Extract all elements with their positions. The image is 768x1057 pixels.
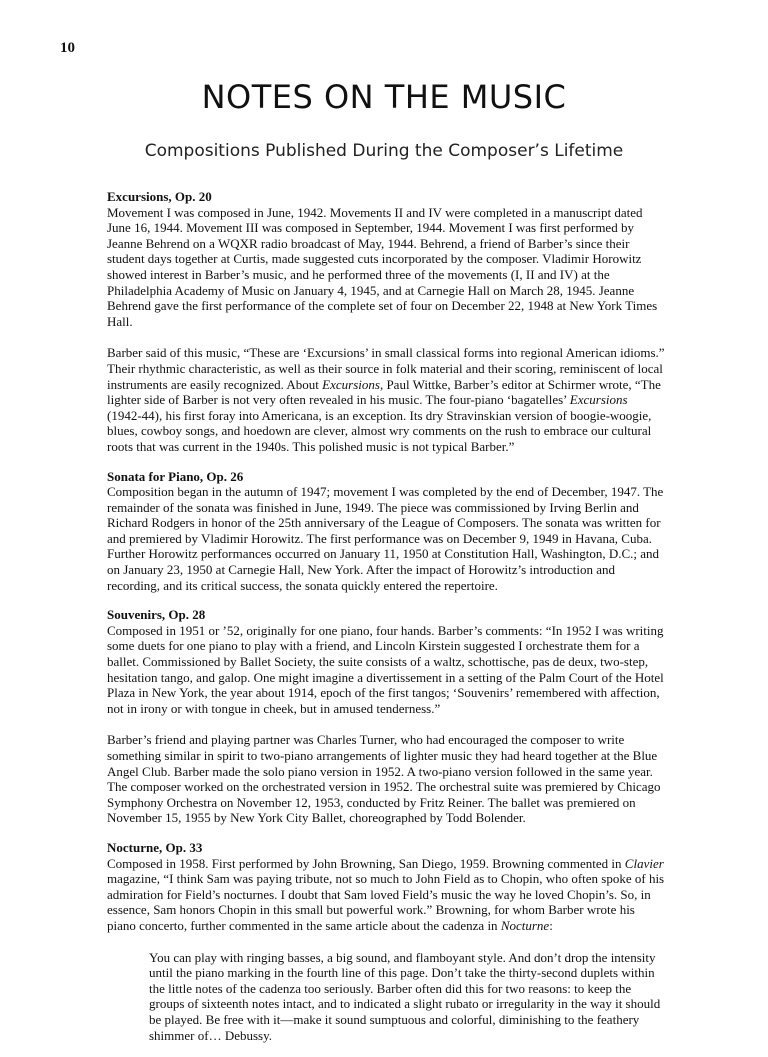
page-title: NOTES ON THE MUSIC bbox=[201, 78, 567, 116]
article-body bbox=[107, 189, 665, 1057]
section-excursions bbox=[107, 189, 665, 455]
section-nocturne bbox=[107, 840, 665, 1043]
section-paragraph: Composition began in the autumn of 1947; movement I was completed by the end of December, 1947. The remainder of the sonata was finished in June, 1949. The piece was commissioned by Irving Berlin and Richard Rodgers in honor of the 25th anniversary of the League of Composers. The sonata was written for and premiered by Vladimir Horowitz. The first performance was on December 9, 1949 in Havana, Cuba. Further Horowitz performances occurred on January 11, 1950 at Constitution Hall, Washington, D.C.; and on January 23, 1950 at Carnegie Hall, New York. After the impact of Horowitz’s introduction and recording, and its critical success, the sonata quickly entered the repertoire. bbox=[107, 484, 664, 593]
section-paragraph: Composed in 1958. First performed by John Browning, San Diego, 1959. Browning commented in Clavier magazine, “I think Sam was paying tribute, not so much to John Field as to Chopin, who often spoke of his admiration for Field’s nocturnes. I doubt that Sam loved Field’s music the way he loved Chopin’s. So, in essence, Sam honors Chopin in this small but powerful work.” Browning, for whom Barber wrote his piano concerto, further commented in the same article about the cadenza in Nocturne: bbox=[107, 855, 665, 933]
section-heading: Sonata for Piano, Op. 26 bbox=[107, 468, 244, 484]
section-paragraph: Composed in 1951 or ’52, originally for one piano, four hands. Barber’s comments: “In 1952 I was writing some duets for one piano to play with a friend, and Lincoln Kirstein suggested I orchestrate them for a ballet. Commissioned by Ballet Society, the suite consists of a waltz, schottische, pas de deux, two-step, hesitation tango, and galop. One might imagine a divertissement in a setting of the Palm Court of the Hotel Plaza in New York, the year about 1914, epoch of the first tangos; ‘Souvenirs’ remembered with affection, not in irony or with tongue in cheek, but in amused tenderness.” bbox=[107, 622, 664, 716]
section-paragraph: Barber’s friend and playing partner was Charles Turner, who had encouraged the composer to write something similar in spirit to two-piano arrangements of lighter music they had heard together at the Blue Angel Club. Barber made the solo piano version in 1952. A two-piano version followed in the same year. The composer worked on the orchestrated version in 1952. The orchestral suite was premiered by Chicago Symphony Orchestra on November 12, 1953, conducted by Fritz Reiner. The ballet was premiered on November 15, 1955 by New York City Ballet, choreographed by Todd Bolender. bbox=[107, 732, 661, 826]
section-heading: Nocturne, Op. 33 bbox=[107, 839, 203, 855]
section-heading: Excursions, Op. 20 bbox=[107, 189, 212, 204]
section-souvenirs bbox=[107, 607, 665, 826]
page-number: 10 bbox=[60, 40, 75, 56]
block-quote: You can play with ringing basses, a big sound, and flamboyant style. And don’t drop the intensity until the piano marking in the fourth line of this page. Don’t take the thirty-second duplets within the little notes of the cadenza too seriously. Barber often did this for two reasons: to keep the groups of sixteenth notes intact, and to indicated a slight rubato or irregularity in the way it should be played. Be free with it—make it sound sumptuous and colorful, diminishing to the feathery shimmer of… Debussy. bbox=[149, 949, 661, 1043]
section-paragraph: Barber said of this music, “These are ‘Excursions’ in small classical forms into regional American idioms.” Their rhythmic characteristic, as well as their source in folk material and their scoring, reminiscent of local instruments are easily recognized. About Excursions, Paul Wittke, Barber’s editor at Schirmer wrote, “The lighter side of Barber is not very often revealed in his music. The four-piano ‘bagatelles’ Excursions (1942-44), his first foray into Americana, is an exception. Its dry Stravinskian version of boogie-woogie, blues, cowboy songs, and hoedown are clever, almost wry comments on the rush to embrace our cultural roots that was current in the 1940s. This polished music is not typical Barber.” bbox=[107, 345, 665, 454]
page-subtitle: Compositions Published During the Composer’s Lifetime bbox=[144, 141, 624, 161]
section-heading: Souvenirs, Op. 28 bbox=[107, 607, 206, 623]
section-sonata bbox=[107, 469, 665, 594]
section-paragraph: Movement I was composed in June, 1942. Movements II and IV were completed in a manuscript dated June 16, 1944. Movement III was composed in September, 1944. Movement I was first performed by Jeanne Behrend on a WQXR radio broadcast of May, 1944. Behrend, a friend of Barber’s since their student days together at Curtis, made suggested cuts incorporated by the composer. Vladimir Horowitz showed interest in Barber’s music, and he performed three of the movements (I, II and IV) at the Philadelphia Academy of Music on January 4, 1945, and at Carnegie Hall on March 28, 1945. Jeanne Behrend gave the first performance of the complete set of four on December 22, 1948 at New York Times Hall. bbox=[107, 204, 658, 329]
